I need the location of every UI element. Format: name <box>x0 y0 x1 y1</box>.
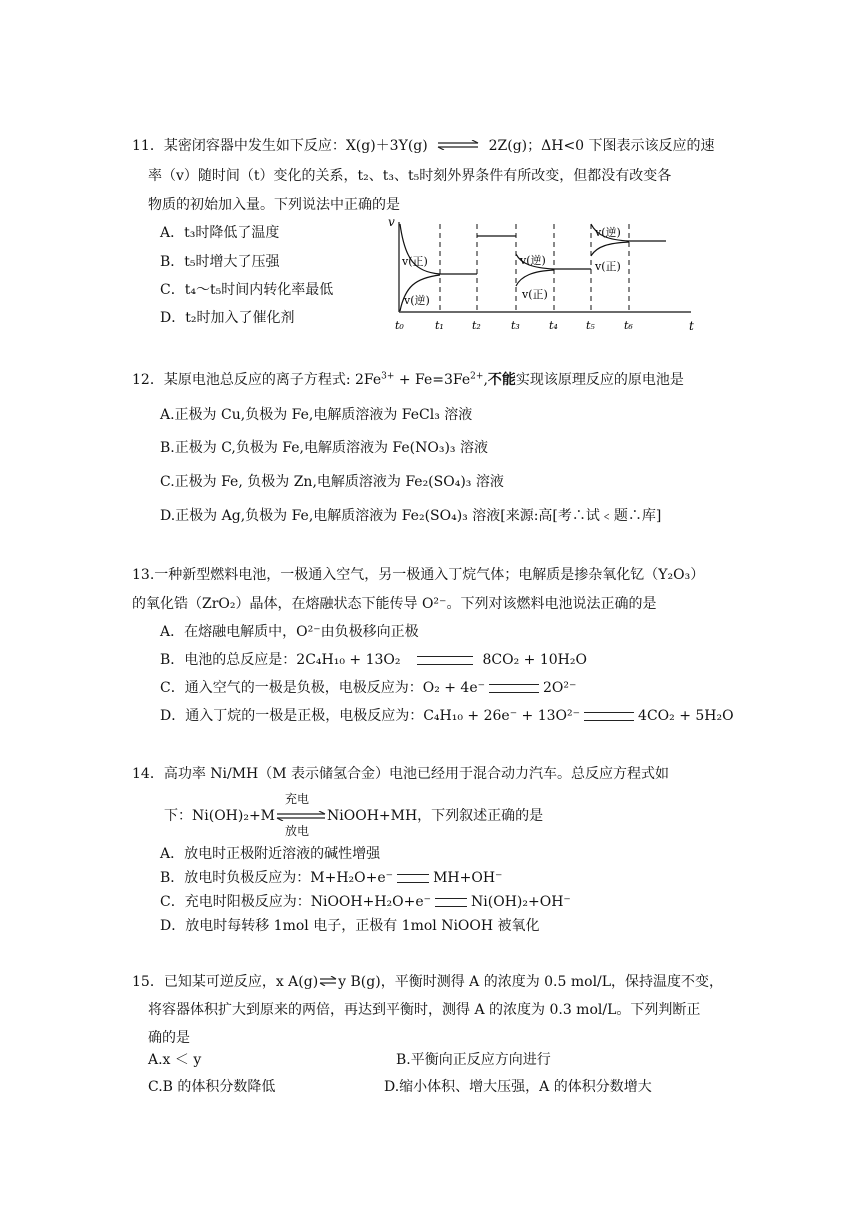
q15-option-b: B.平衡向正反应方向进行 <box>396 1052 551 1068</box>
emphasis-not: 不能 <box>487 372 516 388</box>
rate-time-graph <box>385 212 705 337</box>
equals-sign-icon <box>417 656 473 665</box>
q14-option-a: A．放电时正极附近溶液的碱性增强 <box>160 846 381 862</box>
q13-option-a: A．在熔融电解质中，O²⁻由负极移向正极 <box>160 624 419 640</box>
q14-option-d: D．放电时每转移 1mol 电子，正极有 1mol NiOOH 被氧化 <box>160 918 540 934</box>
q12-option-a: A.正极为 Cu,负极为 Fe,电解质溶液为 FeCl₃ 溶液 <box>160 407 473 423</box>
q13-option-c: C．通入空气的一极是负极，电极反应为：O₂ + 4e⁻ 2O²⁻ <box>160 680 577 696</box>
charge-discharge-arrow <box>275 792 327 838</box>
equals-sign-icon <box>584 712 634 721</box>
forward-rate-curve-2 <box>516 270 554 286</box>
label-v-reverse-1: v(逆) <box>404 294 430 307</box>
reversible-arrow-icon <box>436 136 480 156</box>
q11-option-c: C．t₄～t₅时间内转化率最低 <box>160 282 334 298</box>
q12-option-c: C.正极为 Fe, 负极为 Zn,电解质溶液为 Fe₂(SO₄)₃ 溶液 <box>160 474 504 490</box>
q11-line-1: 11．某密闭容器中发生如下反应：X(g)＋3Y(g) 2Z(g)；ΔH<0 下图表示该反应的速 <box>132 138 715 154</box>
q14-option-b: B．放电时负极反应为：M+H₂O+e⁻ MH+OH⁻ <box>160 870 503 886</box>
q15-line-3: 确的是 <box>148 1030 190 1046</box>
tick-t6: t₆ <box>624 319 633 332</box>
label-v-reverse-3: v(逆) <box>595 226 621 239</box>
q15-line-1: 15．已知某可逆反应，x A(g) y B(g)，平衡时测得 A 的浓度为 0.5 mol/L，保持温度不变， <box>132 974 724 990</box>
q15-option-a: A.x ＜ y <box>148 1052 202 1068</box>
q15-option-d: D.缩小体积、增大压强，A 的体积分数增大 <box>384 1079 652 1095</box>
tick-t2: t₂ <box>472 319 481 332</box>
tick-t4: t₄ <box>549 319 558 332</box>
label-v-forward-1: v(正) <box>402 255 428 268</box>
q12-stem: 12．某原电池总反应的离子方程式: $2Fe^{3+} + Fe=3Fe^{2+}$,不能实现该原理反应的原电池是 <box>132 371 684 388</box>
q13-option-d: D．通入丁烷的一极是正极，电极反应为：C₄H₁₀ + 26e⁻ + 13O²⁻ 4CO₂ + 5H₂O <box>160 708 734 724</box>
q14-line-1: 14．高功率 Ni/MH（M 表示储氢合金）电池已经用于混合动力汽车。总反应方程式如 <box>132 766 670 782</box>
discharge-label: 放电 <box>285 824 310 838</box>
q14-line-2: 下：Ni(OH)₂+M 充电 放电 NiOOH+MH，下列叙述正确的是 <box>164 792 544 838</box>
label-v-forward-2: v(正) <box>522 288 548 301</box>
q12-option-d: D.正极为 Ag,负极为 Fe,电解质溶液为 Fe₂(SO₄)₃ 溶液[来源:高[考∴试﹤题∴库] <box>160 508 662 524</box>
q15-option-c: C.B 的体积分数降低 <box>148 1079 276 1095</box>
q11-line-2: 率（v）随时间（t）变化的关系，t₂、t₃、t₅时刻外界条件有所改变，但都没有改变各 <box>148 168 672 184</box>
t-axis-label: t <box>689 319 694 333</box>
reversible-arrow-icon <box>319 972 337 992</box>
q14-option-c: C．充电时阳极反应为：NiOOH+H₂O+e⁻ Ni(OH)₂+OH⁻ <box>160 894 571 910</box>
q13-line-1: 13.一种新型燃料电池，一极通入空气，另一极通入丁烷气体；电解质是掺杂氧化钇（Y₂O₃） <box>132 567 705 583</box>
equals-sign-icon <box>435 898 467 907</box>
q11-option-a: A．t₃时降低了温度 <box>160 225 280 241</box>
tick-t1: t₁ <box>435 319 444 332</box>
q13-line-2: 的氧化锆（ZrO₂）晶体，在熔融状态下能传导 O²⁻。下列对该燃料电池说法正确的是 <box>132 596 657 612</box>
q12-option-b: B.正极为 C,负极为 Fe,电解质溶液为 Fe(NO₃)₃ 溶液 <box>160 440 488 456</box>
q11-line-3: 物质的初始加入量。下列说法中正确的是 <box>148 197 400 213</box>
reversible-arrow-icon <box>275 811 327 821</box>
tick-t0: t₀ <box>395 319 404 332</box>
v-axis-label: v <box>388 215 395 229</box>
time-tick-labels <box>395 319 633 332</box>
label-v-forward-3: v(正) <box>595 260 621 273</box>
tick-t3: t₃ <box>511 319 520 332</box>
q11-option-d: D．t₂时加入了催化剂 <box>160 310 295 326</box>
equals-sign-icon <box>489 684 539 693</box>
q15-line-2: 将容器体积扩大到原来的两倍，再达到平衡时，测得 A 的浓度为 0.3 mol/L。下列判断正 <box>148 1002 701 1018</box>
q11-option-b: B．t₅时增大了压强 <box>160 254 280 270</box>
charge-label: 充电 <box>285 792 310 806</box>
forward-rate-curve-3 <box>591 242 629 256</box>
tick-t5: t₅ <box>586 319 595 332</box>
label-v-reverse-2: v(逆) <box>520 254 546 267</box>
q13-option-b: B．电池的总反应是：2C₄H₁₀ + 13O₂ 8CO₂ + 10H₂O <box>160 652 587 668</box>
equals-sign-icon <box>397 874 429 883</box>
